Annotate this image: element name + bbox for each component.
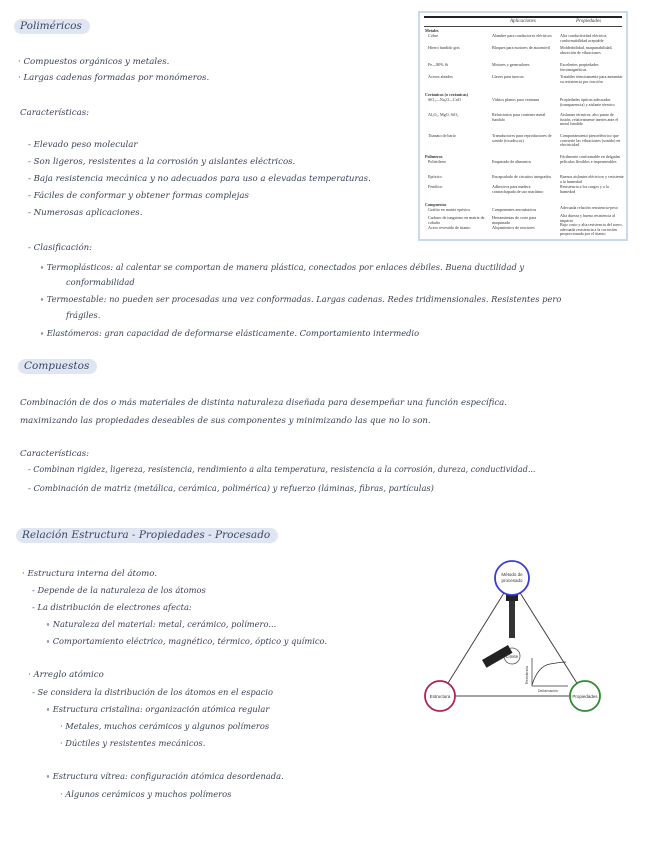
polimeros-bullet-1: · Compuestos orgánicos y metales. <box>18 57 170 67</box>
node-estructura-label: Estructura <box>429 694 451 699</box>
table-row-app: Herramientas de corte para maquinado <box>492 215 537 225</box>
table-row-app: Refractarios para contener metal fundido <box>492 112 546 122</box>
table-cat-polimeros: Polímeros <box>425 154 443 159</box>
table-cat-compuestos: Compuestos <box>425 202 447 207</box>
table-row-name: Fenólico <box>428 184 443 189</box>
relacion-line-9: · Metales, muchos cerámicos y algunos polímeros <box>60 721 270 731</box>
table-row-name: Cobre <box>428 33 439 38</box>
drill-icon <box>509 598 515 638</box>
node-procesado-label-2: procesado <box>501 578 523 583</box>
table-row-prop: Fácilmente conformable en delgadas películas flexibles e impermeables <box>560 154 621 164</box>
relacion-line-1: · Estructura interna del átomo. <box>22 569 158 579</box>
table-row-app: Alambre para conductores eléctricos <box>492 33 552 38</box>
table-header-rule <box>424 26 622 27</box>
table-row-name: Carburo de tungsteno en matriz de cobalto <box>428 215 485 225</box>
table-row-prop: Comportamiento piezoeléctrico que convierte las vibraciones (sonido) en electricidad <box>560 133 621 148</box>
table-cat-ceramicos: Cerámicos (o cerámicas) <box>425 92 468 97</box>
table-row-app: Bloques para motores de automóvil <box>492 45 551 50</box>
table-row-name: SiO₂—Na₂O—CaO <box>428 97 461 102</box>
mini-graph-xlabel: Deformación <box>538 689 558 693</box>
compuestos-caract-2: - Combinación de matriz (metálica, cerámica, polimérica) y refuerzo (láminas, fibras, partículas) <box>28 483 434 493</box>
diagram-center-label: Límite <box>505 654 519 659</box>
relacion-line-4: ∘ Naturaleza del material: metal, cerámico, polímero... <box>46 619 277 629</box>
table-row-app: Encapsulado de circuitos integrados <box>492 174 551 179</box>
table-row-prop: Tratables térmicamente para aumentar su resistencia por tracción <box>560 74 623 84</box>
polimeros-caract-1: - Elevado peso molecular <box>28 140 138 150</box>
relacion-line-11: ∘ Estructura vítrea: configuración atómica desordenada. <box>46 771 284 781</box>
table-row-prop: Moldeabilidad, maquinabilidad, absorción de vibraciones <box>560 45 613 55</box>
node-propiedades-label: Propiedades <box>572 694 598 699</box>
table-row-app: Empacado de alimentos <box>492 159 532 164</box>
compuestos-caract-1: - Combinan rigidez, ligereza, resistencia, rendimiento a alta temperatura, resistencia a la corrosión, dureza, conductividad... <box>28 465 536 474</box>
table-row-prop: Alta conductividad eléctrica, conformabilidad aceptable <box>560 33 608 43</box>
polimeros-caract-2: - Son ligeros, resistentes a la corrosión y aislantes eléctricos. <box>28 157 296 167</box>
heading-compuestos: Compuestos <box>18 359 97 374</box>
mini-graph-ylabel: Resistencia <box>525 665 529 684</box>
table-row-name: Titanato de bario <box>428 133 456 138</box>
relacion-line-8: ∘ Estructura cristalina: organización atómica regular <box>46 704 270 714</box>
clasificacion-termoplasticos-cont: conformabilidad <box>66 277 135 287</box>
table-row-name: Aceros aleados <box>428 74 453 79</box>
compuestos-definicion-1: Combinación de dos o más materiales de distinta naturaleza diseñada para desempeñar una función específica. <box>20 398 508 408</box>
table-row-app: Adhesivos para madera contrachapada de uso marítimo <box>492 184 544 194</box>
compuestos-definicion-2: maximizando las propiedades deseables de sus componentes y minimizando las que no lo son. <box>20 416 431 426</box>
table-row-app: Componentes aeronáuticos <box>492 207 537 212</box>
relacion-line-2: - Depende de la naturaleza de los átomos <box>32 585 206 595</box>
relacion-line-7: - Se considera la distribución de los átomos en el espacio <box>32 687 273 697</box>
table-header-aplicaciones: Aplicaciones <box>510 19 536 24</box>
table-row-name: Polietileno <box>428 159 446 164</box>
table-row-name: Fe—80% Si <box>428 62 449 67</box>
diagram-svg <box>420 558 605 718</box>
table-header-propiedades: Propiedades <box>576 19 602 24</box>
polimeros-caract-4: - Fáciles de conformar y obtener formas complejas <box>28 191 249 201</box>
relacion-line-12: · Algunos cerámicos y muchos polímeros <box>60 789 232 799</box>
table-cat-metales: Metales <box>425 28 439 33</box>
node-procesado-label-1: Método de <box>501 572 523 577</box>
compuestos-caracteristicas-title: Características: <box>20 449 89 459</box>
relacion-line-10: · Dúctiles y resistentes mecánicos. <box>60 738 206 748</box>
structure-properties-processing-diagram <box>420 558 605 718</box>
table-row-prop: Alta dureza y buena resistencia al impacto <box>560 213 616 223</box>
polimeros-caract-5: - Numerosas aplicaciones. <box>28 208 143 218</box>
clasificacion-elastomeros: ∘ Elastómeros: gran capacidad de deformarse elásticamente. Comportamiento intermedio <box>40 328 420 338</box>
clasificacion-termoestable-cont: frágiles. <box>66 310 101 320</box>
polimeros-bullet-2: · Largas cadenas formadas por monómeros. <box>18 73 210 83</box>
relacion-line-5: ∘ Comportamiento eléctrico, magnético, térmico, óptico y químico. <box>46 636 327 646</box>
clasificacion-termoestable: ∘ Termoestable: no pueden ser procesadas una vez conformadas. Largas cadenas. Redes tridimensionales. Resistentes pero <box>40 294 562 304</box>
table-row-prop: Aislantes térmicos, alto punto de fusión, relativamente inertes ante el metal fundido <box>560 112 619 127</box>
table-row-name: Hierro fundido gris <box>428 45 460 50</box>
table-row-prop: Buenos aislantes eléctricos y resistente a la humedad <box>560 174 624 184</box>
table-row-app: Alojamientos de reactores <box>492 225 535 230</box>
table-row-prop: Bajo costo y alta resistencia del acero, adecuada resistencia a la corrosión proporcionada por el titanio <box>560 222 623 237</box>
polimeros-caract-3: - Baja resistencia mecánica y no adecuados para uso a elevadas temperaturas. <box>28 174 371 184</box>
table-row-prop: Adecuada relación resistencia-peso <box>560 205 618 210</box>
table-row-prop: Excelentes propiedades ferromagnéticas <box>560 62 599 72</box>
materials-table <box>418 11 628 241</box>
relacion-line-6: · Arreglo atómico <box>28 670 104 680</box>
clasificacion-termoplasticos: ∘ Termoplásticos: al calentar se comportan de manera plástica, conectados por enlaces débiles. Buena ductilidad y <box>40 262 525 272</box>
table-row-name: Epóxico <box>428 174 442 179</box>
heading-polimeros: Poliméricos <box>14 19 90 34</box>
polimeros-caracteristicas-title: Características: <box>20 108 89 118</box>
table-row-name: Acero revestido de titanio <box>428 225 471 230</box>
table-row-name: Al₂O₃, MgO, SiO₂ <box>428 112 459 117</box>
table-top-rule <box>424 16 622 18</box>
table-row-app: Transductores para reproductores de sonido (tocadiscos) <box>492 133 552 143</box>
heading-relacion: Relación Estructura - Propiedades - Procesado <box>16 528 278 543</box>
table-row-prop: Resistencia a los cargos y a la humedad <box>560 184 609 194</box>
mini-graph-curve <box>532 662 566 685</box>
relacion-line-3: - La distribución de electrones afecta: <box>32 602 192 612</box>
table-row-app: Llaves para tuercas <box>492 74 524 79</box>
table-row-app: Motores y generadores <box>492 62 530 67</box>
table-row-app: Vidrios planos para ventanas <box>492 97 540 102</box>
table-row-prop: Propiedades ópticas adecuadas (transparencia) y aislante térmico <box>560 97 615 107</box>
table-row-name: Grafito en matriz epóxica <box>428 207 470 212</box>
polimeros-clasificacion-title: - Clasificación: <box>28 243 93 253</box>
